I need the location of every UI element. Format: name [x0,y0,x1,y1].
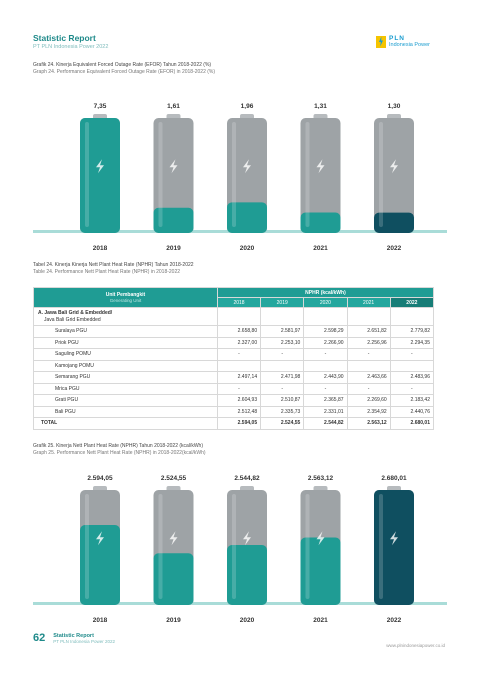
chart1-caption-id: Grafik 24. Kinerja Equivalent Forced Outage Rate (EFOR) Tahun 2018-2022 (%) [33,62,212,68]
report-title: Statistic Report [33,33,96,43]
table-cell: 2.440,76 [390,406,433,418]
tick-label: 2019 [166,245,181,252]
bar-shine [232,122,236,227]
table-cell: - [390,383,433,395]
table-cell: 2.256,96 [347,337,390,349]
bar-shine [379,122,383,227]
logo-line2: Indonesia Power [389,42,430,48]
report-header [33,33,108,50]
tick-label: 2021 [313,617,328,624]
tick-label: 2019 [166,617,181,624]
table-cell: 2.253,10 [261,337,304,349]
footer-title: Statistic Report [53,632,94,639]
data-label: 1,61 [167,103,180,110]
chart2-caption [33,443,206,456]
table-cell [261,360,304,372]
bar-shine [159,122,163,227]
col-unit-header: Unit Pembangkit Generating Unit [34,288,218,308]
group-label: A. Jawa Bali Grid & Embedded/ Java Bali Grid Embedded [34,308,218,326]
tick-label: 2022 [386,617,402,624]
table-cell: - [261,383,304,395]
table-cell: 2.510,87 [261,395,304,407]
table-cell: 2.779,82 [390,326,433,338]
data-label: 2.544,82 [234,475,260,482]
data-label: 7,35 [93,103,107,110]
table-cell: - [304,383,347,395]
data-label: 2.680,01 [381,475,407,482]
table-cell: 2.183,42 [390,395,433,407]
table-cell: 2.354,92 [347,406,390,418]
table-cell [304,360,347,372]
table-cell: 2.524,55 [261,418,304,430]
data-label: 2.563,12 [307,475,334,482]
unit-name: Priok PGU [34,337,218,349]
table-cell: - [347,383,390,395]
footer-subtitle: PT PLN Indonesia Power 2022 [53,638,115,644]
unit-name: Mrica PGU [34,383,218,395]
unit-name: Semarang PGU [34,372,218,384]
unit-name: Saguling POMU [34,349,218,361]
table-cell: - [347,349,390,361]
data-label: 2.594,05 [87,475,113,482]
table-cell [347,360,390,372]
table-row [34,395,434,407]
table-row [34,383,434,395]
data-label: 2.524,55 [160,475,187,482]
unit-name: Grati PGU [34,395,218,407]
unit-name: Suralaya PGU [34,326,218,338]
table-cell: 2.598,29 [304,326,347,338]
table-cell: 2.512,48 [217,406,260,418]
chart1-caption [33,62,215,75]
table-row [34,372,434,384]
table-row [34,360,434,372]
unit-name: TOTAL [34,418,218,430]
table-cell: 2.651,82 [347,326,390,338]
table-cell: - [304,349,347,361]
year-header: 2019 [261,298,304,308]
year-header: 2021 [347,298,390,308]
table-cell: 2.563,12 [347,418,390,430]
table-cell: 2.335,73 [261,406,304,418]
table-caption-id: Tabel 24. Kinerja Kinerja Nett Plant Heat Rate (NPHR) Tahun 2018-2022 [33,262,194,268]
nphr-table [33,287,434,430]
table-cell: 2.497,14 [217,372,260,384]
efor-chart-svg [33,88,447,258]
table-row [34,337,434,349]
logo-line1: PLN [389,35,405,42]
unit-name: Bali PGU [34,406,218,418]
unit-name: Kamojang POMU [34,360,218,372]
group-row [34,308,434,326]
data-label: 1,31 [314,103,327,110]
table-cell [390,360,433,372]
tick-label: 2021 [313,245,328,252]
table-cell: 2.463,66 [347,372,390,384]
bar-shine [379,494,383,599]
pln-logo-icon [376,36,386,48]
page-footer [33,632,115,644]
table-cell: 2.471,98 [261,372,304,384]
table-cell: 2.327,00 [217,337,260,349]
page-number: 62 [33,632,46,644]
table-cell: 2.443,90 [304,372,347,384]
tick-label: 2018 [92,245,108,252]
table-cell: 2.581,97 [261,326,304,338]
data-label: 1,30 [387,103,401,110]
total-row [34,418,434,430]
nphr-chart [33,460,447,630]
bar-shine [159,494,163,599]
year-header: 2022 [390,298,433,308]
tick-label: 2018 [92,617,108,624]
table-cell: 2.294,35 [390,337,433,349]
table-cell: 2.680,01 [390,418,433,430]
year-header: 2020 [304,298,347,308]
nphr-chart-svg [33,460,447,630]
table-caption-en: Table 24. Performance Nett Plant Heat Rate (NPHR) in 2018-2022 [33,268,181,275]
table-cell: 2.365,87 [304,395,347,407]
chart2-caption-id: Grafik 25. Kinerja Nett Plant Heat Rate (NPHR) Tahun 2018-2022 (kcal/kWh) [33,443,203,449]
table-cell: - [217,383,260,395]
table-cell [217,360,260,372]
table-row [34,326,434,338]
table-cell: - [217,349,260,361]
tick-label: 2020 [239,617,255,624]
efor-chart [33,88,447,258]
table-cell: - [261,349,304,361]
tick-label: 2022 [386,245,402,252]
pln-logo [376,35,430,48]
table-caption [33,262,194,275]
table-cell: 2.269,60 [347,395,390,407]
report-subtitle: PT PLN Indonesia Power 2022 [33,44,109,50]
year-header: 2018 [217,298,260,308]
bar-shine [306,122,310,227]
table-cell: 2.604,93 [217,395,260,407]
chart1-caption-en: Graph 24. Performance Equivalent Forced Outage Rate (EFOR) in 2018-2022 (%) [33,68,216,75]
table-cell: 2.266,90 [304,337,347,349]
bar-shine [232,494,236,599]
col-nphr-header: NPHR (kcal/kWh) [217,288,433,298]
table-cell: 2.483,96 [390,372,433,384]
bar-shine [306,494,310,599]
table-cell: 2.594,05 [217,418,260,430]
table-cell: - [390,349,433,361]
table-row [34,406,434,418]
chart2-caption-en: Graph 25. Performance Nett Plant Heat Rate (NPHR) in 2018-2022(kcal/kWh) [33,449,206,456]
table-row [34,349,434,361]
table-cell: 2.658,80 [217,326,260,338]
table-cell: 2.544,82 [304,418,347,430]
table-cell: 2.331,01 [304,406,347,418]
bar-shine [85,494,89,599]
footer-url: www.plnindonesiapower.co.id [386,643,445,648]
bar-shine [85,122,89,227]
data-label: 1,96 [240,103,254,110]
tick-label: 2020 [239,245,255,252]
